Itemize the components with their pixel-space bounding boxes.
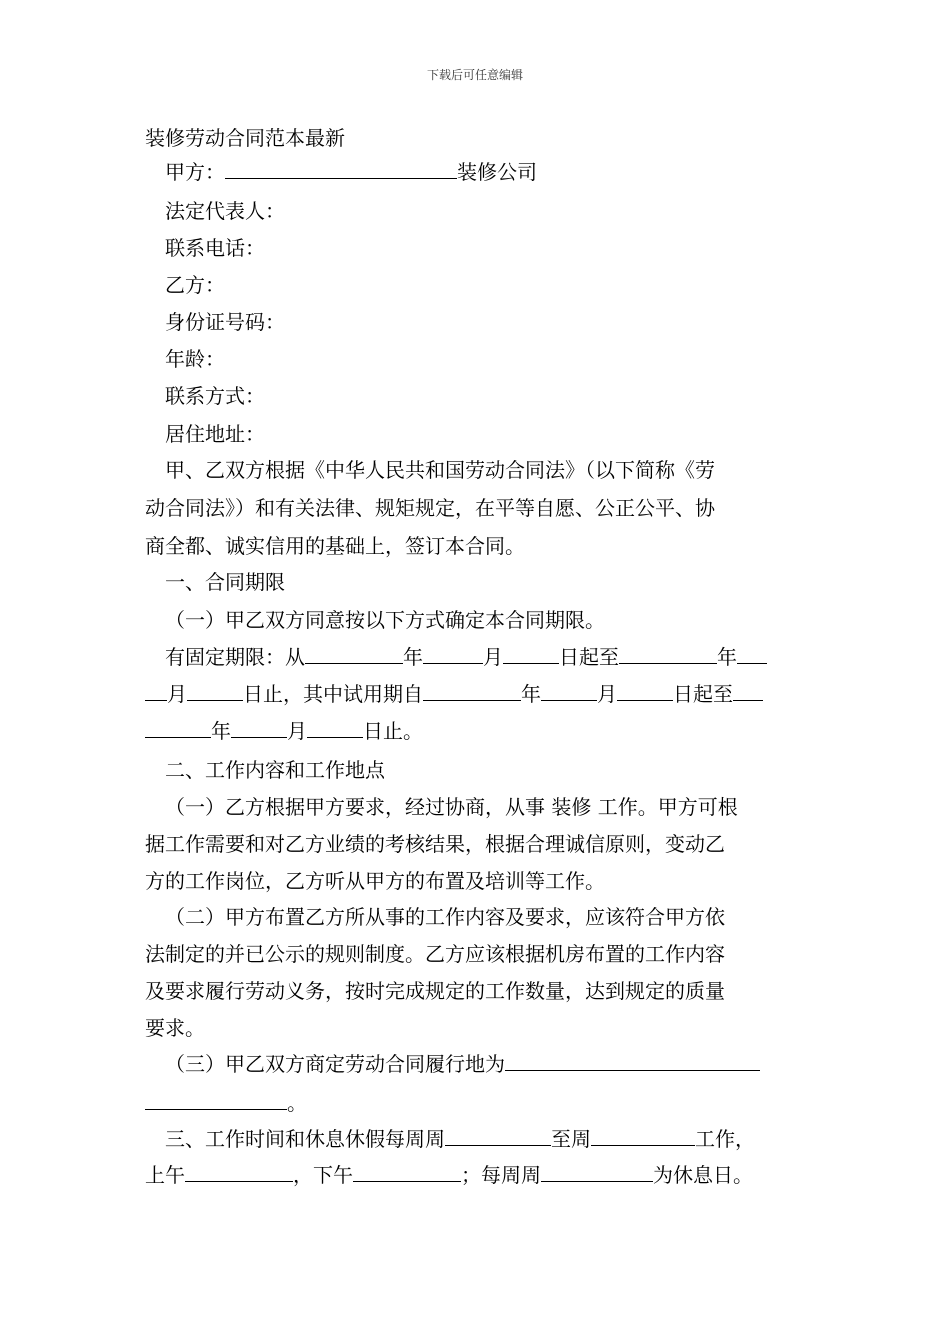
section2-item3-line bbox=[165, 1050, 760, 1078]
probation-day-blank bbox=[617, 682, 673, 701]
end-month-blank-cont bbox=[145, 682, 167, 701]
am-label: 上午 bbox=[145, 1163, 185, 1187]
section2-item2-line: 及要求履行劳动义务，按时完成规定的工作数量，达到规定的质量 bbox=[145, 979, 725, 1003]
year-label: 年 bbox=[521, 682, 541, 706]
month-label: 月 bbox=[167, 682, 187, 706]
probation-month-blank bbox=[541, 682, 597, 701]
probation-end-year-blank-cont bbox=[145, 719, 211, 738]
section2-item1-line: 方的工作岗位，乙方听从甲方的布置及培训等工作。 bbox=[145, 869, 605, 893]
pm-label: ，下午 bbox=[293, 1163, 353, 1187]
month-label: 月 bbox=[483, 645, 503, 669]
section1-title: 一、合同期限 bbox=[165, 570, 285, 594]
section1-item1: （一）甲乙双方同意按以下方式确定本合同期限。 bbox=[165, 608, 605, 632]
term-line-1 bbox=[165, 643, 767, 671]
pm-hours-blank bbox=[353, 1163, 461, 1182]
section2-title: 二、工作内容和工作地点 bbox=[165, 758, 385, 782]
section2-item1-line: 据工作需要和对乙方业绩的考核结果，根据合理诚信原则，变动乙 bbox=[145, 832, 725, 856]
fixed-term-label: 有固定期限：从 bbox=[165, 645, 305, 669]
term-line-2 bbox=[145, 680, 763, 708]
intro-line: 动合同法》）和有关法律、规矩规定，在平等自愿、公正公平、协 bbox=[145, 496, 715, 520]
section2-item3-cont bbox=[145, 1089, 307, 1117]
party-a-blank bbox=[225, 160, 457, 179]
work-label: 工作， bbox=[695, 1127, 755, 1151]
probation-year-blank bbox=[423, 682, 521, 701]
day-end-label: 日止。 bbox=[363, 719, 423, 743]
document-title: 装修劳动合同范本最新 bbox=[145, 126, 345, 150]
section3-line-2 bbox=[145, 1161, 753, 1189]
month-label: 月 bbox=[287, 719, 307, 743]
probation-end-day-blank bbox=[307, 719, 363, 738]
start-year-blank bbox=[305, 645, 403, 664]
section2-item2-line: 要求。 bbox=[145, 1016, 205, 1040]
weekly-label: ；每周周 bbox=[461, 1163, 541, 1187]
year-label: 年 bbox=[403, 645, 423, 669]
section3-title: 三、工作时间和休息休假每周周 bbox=[165, 1127, 445, 1151]
day-from-label: 日起至 bbox=[559, 645, 619, 669]
workplace-label: （三）甲乙双方商定劳动合同履行地为 bbox=[165, 1052, 505, 1076]
intro-line: 甲、乙双方根据《中华人民共和国劳动合同法》（以下简称《劳 bbox=[165, 458, 715, 482]
end-day-blank bbox=[187, 682, 243, 701]
page-header: 下载后可任意编辑 bbox=[426, 68, 523, 82]
party-b-label: 乙方： bbox=[165, 273, 225, 297]
year-label: 年 bbox=[211, 719, 231, 743]
party-a-label: 甲方： bbox=[165, 160, 225, 184]
probation-end-year-blank bbox=[733, 682, 763, 701]
legal-rep-label: 法定代表人： bbox=[165, 199, 285, 223]
age-label: 年龄： bbox=[165, 347, 225, 371]
end-year-blank bbox=[619, 645, 717, 664]
end-month-blank bbox=[737, 645, 767, 664]
phone-label: 联系电话： bbox=[165, 236, 265, 260]
intro-line: 商全都、诚实信用的基础上，签订本合同。 bbox=[145, 534, 525, 558]
am-hours-blank bbox=[185, 1163, 293, 1182]
section2-item2-line: （二）甲方布置乙方所从事的工作内容及要求，应该符合甲方依 bbox=[165, 905, 725, 929]
workplace-blank bbox=[505, 1052, 760, 1071]
month-label: 月 bbox=[597, 682, 617, 706]
term-line-3 bbox=[145, 717, 423, 745]
party-a-suffix: 装修公司 bbox=[457, 160, 537, 184]
day-from-label: 日起至 bbox=[673, 682, 733, 706]
contact-label: 联系方式： bbox=[165, 384, 265, 408]
workplace-blank-cont bbox=[145, 1091, 287, 1110]
workday-to-blank bbox=[591, 1127, 695, 1146]
id-number-label: 身份证号码： bbox=[165, 310, 285, 334]
probation-end-month-blank bbox=[231, 719, 287, 738]
start-month-blank bbox=[423, 645, 483, 664]
section2-item1-line: （一）乙方根据甲方要求，经过协商，从事 装修 工作。甲方可根 bbox=[165, 795, 738, 819]
rest-day-blank bbox=[541, 1163, 653, 1182]
address-label: 居住地址： bbox=[165, 422, 265, 446]
to-label: 至周 bbox=[551, 1127, 591, 1151]
section3-line-1 bbox=[165, 1125, 755, 1153]
rest-label: 为休息日。 bbox=[653, 1163, 753, 1187]
workday-from-blank bbox=[445, 1127, 551, 1146]
section2-item2-line: 法制定的并已公示的规则制度。乙方应该根据机房布置的工作内容 bbox=[145, 942, 725, 966]
party-a-line bbox=[165, 158, 537, 186]
start-day-blank bbox=[503, 645, 559, 664]
year-label: 年 bbox=[717, 645, 737, 669]
period-mark: 。 bbox=[287, 1091, 307, 1115]
day-end-label: 日止，其中试用期自 bbox=[243, 682, 423, 706]
